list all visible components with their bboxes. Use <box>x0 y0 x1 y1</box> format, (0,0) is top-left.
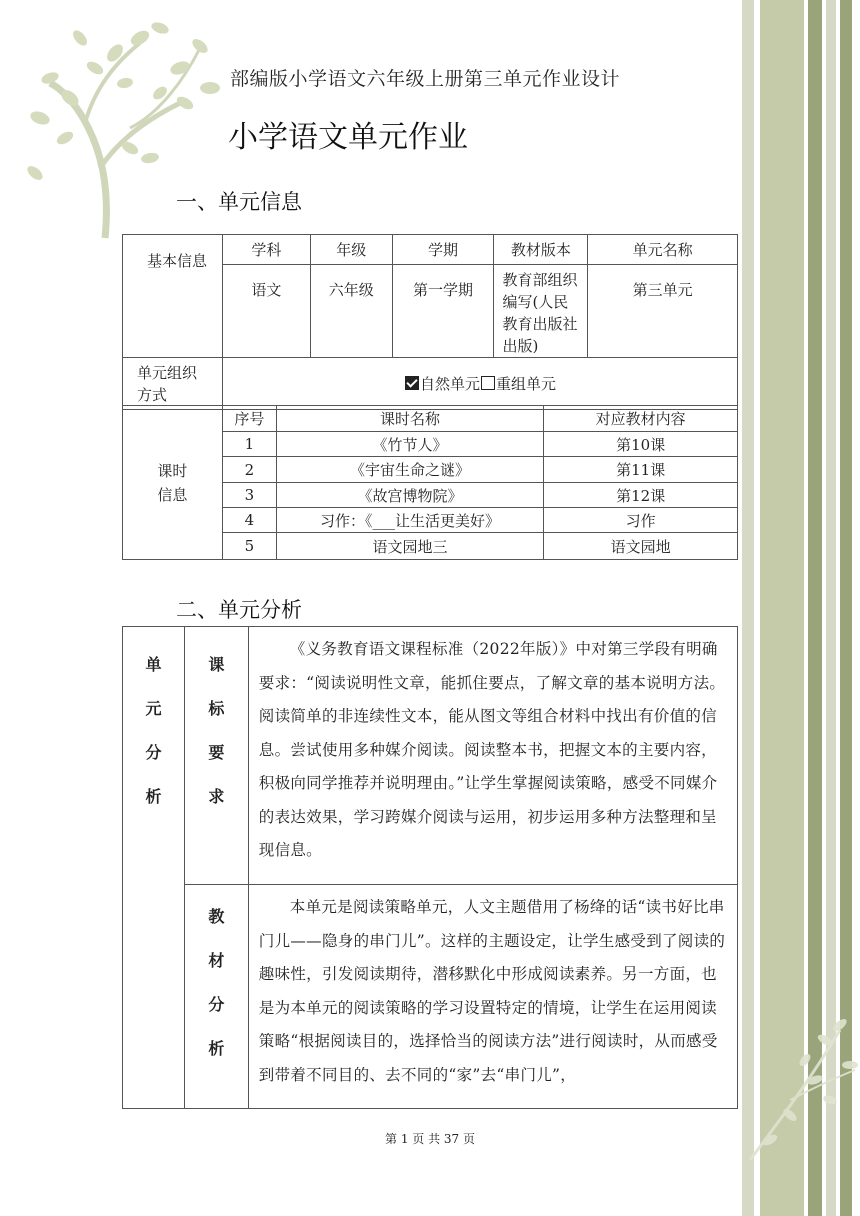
section-heading-unit-analysis: 二、单元分析 <box>176 598 302 622</box>
vertical-label: 单 <box>145 655 162 674</box>
lesson-no: 2 <box>222 457 276 483</box>
col-header: 学期 <box>392 235 494 265</box>
subject-value: 语文 <box>222 265 310 358</box>
vertical-label: 课 <box>208 655 225 674</box>
vertical-label: 析 <box>145 787 162 806</box>
unit-info-table <box>122 234 738 410</box>
lesson-no: 1 <box>222 432 276 457</box>
vertical-label: 标 <box>208 699 225 718</box>
basic-info-label: 基本信息 <box>147 252 208 270</box>
lesson-col-header: 序号 <box>222 406 276 432</box>
checkbox-checked-icon[interactable] <box>405 376 419 390</box>
page-number: 第 1 页 共 37 页 <box>385 1132 475 1146</box>
lesson-content: 语文园地 <box>544 533 738 560</box>
checkbox-empty-icon[interactable] <box>481 376 495 390</box>
lesson-name: 《故宫博物院》 <box>276 483 544 508</box>
grade-value: 六年级 <box>310 265 392 358</box>
lesson-content: 习作 <box>544 508 738 533</box>
unit-name-value: 第三单元 <box>588 265 738 358</box>
col-header: 学科 <box>222 235 310 265</box>
unit-analysis-table <box>122 626 738 1109</box>
lesson-name: 《宇宙生命之谜》 <box>276 457 544 483</box>
lesson-content: 第11课 <box>544 457 738 483</box>
term-value: 第一学期 <box>392 265 494 358</box>
org-options <box>222 358 737 410</box>
col-header: 单元名称 <box>588 235 738 265</box>
textbook-value: 教育部组织编写(人民教育出版社出版) <box>494 265 588 358</box>
lesson-name: 《竹节人》 <box>276 432 544 457</box>
textbook-analysis-text: 本单元是阅读策略单元，人文主题借用了杨绛的话“读书好比串门儿——隐身的串门儿”。这样的主题设定，让学生感受到了阅读的趣味性，引发阅读期待，潜移默化中形成阅读素养。另一方面，也是为本单元的阅读策略的学习设置特定的情境，让学生在运用阅读策略“根据阅读目的，选择恰当的阅读方法”进行阅读时，从而感受到带着不同目的、去不同的“家”去“串门儿”， <box>258 898 726 1084</box>
section-heading-unit-info: 一、单元信息 <box>176 190 302 214</box>
lesson-no: 4 <box>222 508 276 533</box>
lesson-info-label: 课时信息 <box>157 461 188 504</box>
lesson-name: 语文园地三 <box>276 533 544 560</box>
vertical-label: 材 <box>208 951 225 970</box>
lesson-name: 习作：《___让生活更美好》 <box>276 508 544 533</box>
lesson-content: 第10课 <box>544 432 738 457</box>
lesson-col-header: 课时名称 <box>276 406 544 432</box>
vertical-label: 分 <box>208 995 225 1014</box>
lesson-no: 5 <box>222 533 276 560</box>
lesson-col-header: 对应教材内容 <box>544 406 738 432</box>
lesson-info-table <box>122 405 738 560</box>
vertical-label: 求 <box>208 787 225 806</box>
vertical-label: 教 <box>208 907 225 926</box>
org-option-natural: 自然单元 <box>419 375 480 393</box>
document-title: 小学语文单元作业 <box>228 120 468 155</box>
curriculum-requirement-text: 《义务教育语文课程标准（2022年版）》中对第三学段有明确要求：“阅读说明性文章，能抓住要点，了解文章的基本说明方法。阅读简单的非连续性文本，能从图文等组合材料中找出有价值的信息。尝试使用多种媒介阅读。阅读整本书，把握文本的主要内容，积极向同学推荐并说明理由。”让学生掌握阅读策略，感受不同媒介的表达效果，学习跨媒介阅读与运用，初步运用多种方法整理和呈现信息。 <box>258 640 726 859</box>
col-header: 年级 <box>310 235 392 265</box>
vertical-label: 要 <box>208 743 225 762</box>
lesson-content: 第12课 <box>544 483 738 508</box>
org-option-regroup: 重组单元 <box>495 375 556 393</box>
vertical-label: 元 <box>145 699 162 718</box>
vertical-label: 析 <box>208 1039 225 1058</box>
lesson-no: 3 <box>222 483 276 508</box>
org-label: 单元组织方式 <box>137 363 198 404</box>
col-header: 教材版本 <box>494 235 588 265</box>
vertical-label: 分 <box>145 743 162 762</box>
document-subtitle: 部编版小学语文六年级上册第三单元作业设计 <box>230 68 621 90</box>
